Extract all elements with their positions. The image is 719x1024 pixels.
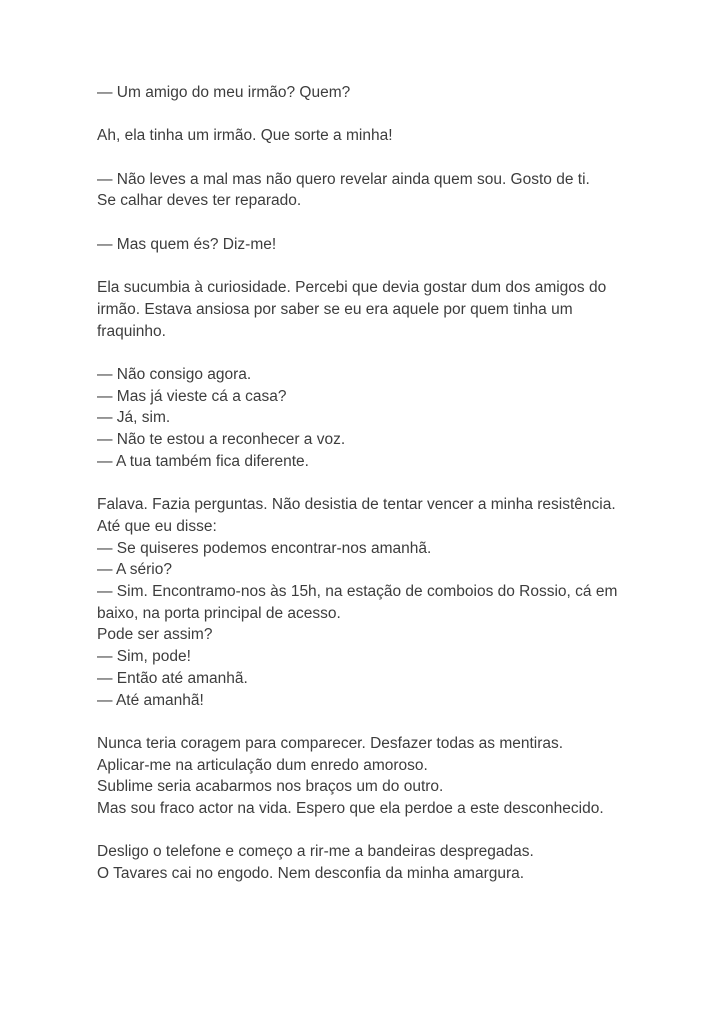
text-line: — Mas quem és? Diz-me! [97,235,277,253]
paragraph [97,125,642,147]
text-line: Se calhar deves ter reparado. [97,192,302,210]
text-line: Sublime seria acabarmos nos braços um do outro. [97,778,444,796]
text-line: irmão. Estava ansiosa por saber se eu era aquele por quem tinha um [97,300,573,318]
paragraph [97,234,642,256]
paragraph [97,733,642,820]
text-line: Mas sou fraco actor na vida. Espero que ela perdoe a este desconhecido. [97,800,604,818]
text-line: — Um amigo do meu irmão? Quem? [97,84,351,101]
text-line: — Sim. Encontramo-nos às 15h, na estação de comboios do Rossio, cá em [97,583,618,601]
text-line: Nunca teria coragem para comparecer. Desfazer todas as mentiras. [97,734,564,752]
text-line: Até que eu disse: [97,517,217,535]
text-line: O Tavares cai no engodo. Nem desconfia da minha amargura. [97,865,525,883]
paragraph [97,169,642,212]
text-line: — Até amanhã! [97,691,204,709]
text-line: Aplicar-me na articulação dum enredo amoroso. [97,756,428,774]
text-line: baixo, na porta principal de acesso. [97,604,341,622]
paragraph [97,841,642,884]
text-line: Pode ser assim? [97,626,213,644]
text-line: — Se quiseres podemos encontrar-nos amanhã. [97,539,432,557]
text-line: — Não consigo agora. [97,366,252,384]
paragraph [97,277,642,342]
paragraph [97,82,642,104]
text-line: — Então até amanhã. [97,669,248,687]
text-line: — Não te estou a reconhecer a voz. [97,431,346,449]
text-line: Falava. Fazia perguntas. Não desistia de tentar vencer a minha resistência. [97,496,616,514]
text-line: Ah, ela tinha um irmão. Que sorte a minha! [97,127,393,145]
paragraph [97,364,642,473]
paragraph [97,494,642,711]
text-line: Ela sucumbia à curiosidade. Percebi que devia gostar dum dos amigos do [97,279,607,297]
text-line: — Mas já vieste cá a casa? [97,387,287,405]
text-line: — A sério? [97,561,172,579]
text-line: — Já, sim. [97,409,171,427]
text-line: — A tua também fica diferente. [97,452,309,470]
text-line: Desligo o telefone e começo a rir-me a bandeiras despregadas. [97,843,534,861]
text-line: — Sim, pode! [97,648,191,666]
text-line: — Não leves a mal mas não quero revelar ainda quem sou. Gosto de ti. [97,170,590,188]
page-text [97,82,642,885]
text-line: fraquinho. [97,322,166,340]
